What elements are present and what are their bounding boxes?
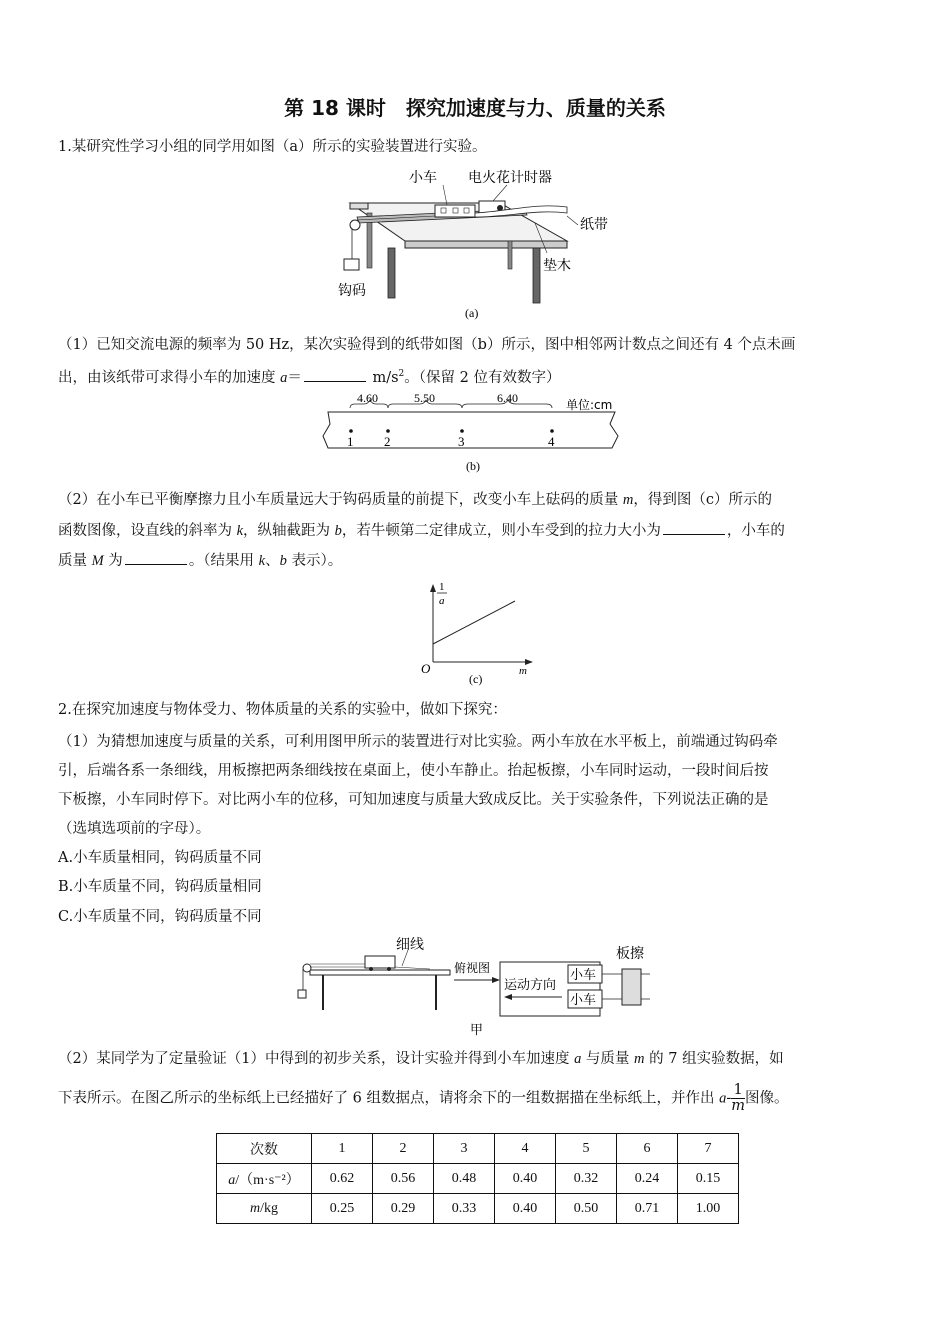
table-cell: 0.32 xyxy=(556,1164,617,1194)
label-weight: 钩码 xyxy=(338,283,366,299)
table-row-header xyxy=(217,1134,739,1164)
table-label-acceleration: a/（m·s⁻²） xyxy=(217,1164,312,1194)
table-row-mass xyxy=(217,1194,739,1224)
table-cell: 0.24 xyxy=(617,1164,678,1194)
label-eraser: 板擦 xyxy=(616,946,644,962)
table-cell: 0.56 xyxy=(373,1164,434,1194)
q2-part1-line3: 下板擦，小车同时停下。对比两小车的位移，可知加速度与质量大致成反比。关于实验条件，下列说法正确的是 xyxy=(58,792,769,808)
tape-dot-1 xyxy=(349,429,353,433)
table-index: 2 xyxy=(373,1134,434,1164)
answer-blank-acceleration[interactable] xyxy=(304,367,366,382)
figure-b-tape xyxy=(320,392,625,478)
q1-part2-line3: 质量 M 为 。（结果用 k、b 表示）。 xyxy=(58,550,893,571)
graph-line xyxy=(433,601,515,644)
figure-c-caption: (c) xyxy=(469,672,483,686)
table-index: 6 xyxy=(617,1134,678,1164)
answer-blank-force[interactable] xyxy=(663,520,725,535)
label-top-view: 俯视图 xyxy=(454,961,491,975)
q2-part2-line1: （2）某同学为了定量验证（1）中得到的初步关系，设计实验并得到小车加速度 a 与质量 m 的 7 组实验数据，如 xyxy=(58,1051,784,1067)
table-cell: 0.40 xyxy=(495,1194,556,1224)
label-thread: 细线 xyxy=(396,937,424,953)
distance-2-3: 5.50 xyxy=(414,392,435,405)
q1-part2-line2: 函数图像，设直线的斜率为 k，纵轴截距为 b，若牛顿第二定律成立，则小车受到的拉力大小为 ，小车的 xyxy=(58,520,893,541)
point-label-1: 1 xyxy=(347,434,354,449)
table-cell: 0.29 xyxy=(373,1194,434,1224)
option-a[interactable]: A.小车质量相同，钩码质量不同 xyxy=(58,850,262,866)
q1-part2-line1: （2）在小车已平衡摩擦力且小车质量远大于钩码质量的前提下，改变小车上砝码的质量 m，得到图（c）所示的 xyxy=(58,492,772,508)
figure-a-caption: (a) xyxy=(465,306,479,320)
table-cell: 0.25 xyxy=(312,1194,373,1224)
table-cell: 0.33 xyxy=(434,1194,495,1224)
table-row-acceleration xyxy=(217,1164,739,1194)
answer-blank-mass[interactable] xyxy=(125,550,187,565)
table-cell: 0.48 xyxy=(434,1164,495,1194)
figure-jia-apparatus xyxy=(290,934,660,1040)
q2-intro: 2.在探究加速度与物体受力、物体质量的关系的实验中，做如下探究： xyxy=(58,702,507,718)
table-cell: 1.00 xyxy=(678,1194,739,1224)
table-cell: 0.71 xyxy=(617,1194,678,1224)
q1-part1-line1: （1）已知交流电源的频率为 50 Hz，某次实验得到的纸带如图（b）所示，图中相邻两计数点之间还有 4 个点未画 xyxy=(58,337,796,353)
figure-a-apparatus xyxy=(335,163,625,323)
q1-intro: 1.某研究性学习小组的同学用如图（a）所示的实验装置进行实验。 xyxy=(58,139,487,155)
table-index: 1 xyxy=(312,1134,373,1164)
distance-3-4: 6.40 xyxy=(497,392,518,405)
data-table xyxy=(216,1133,739,1224)
x-axis-label: m xyxy=(519,665,527,677)
table-label-mass: m/kg xyxy=(217,1194,312,1224)
point-label-2: 2 xyxy=(384,434,391,449)
label-direction: 运动方向 xyxy=(504,978,557,993)
table-header-label: 次数 xyxy=(217,1134,312,1164)
q2-part1-line1: （1）为猜想加速度与质量的关系，可利用图甲所示的装置进行对比实验。两小车放在水平板上，前端通过钩码牵 xyxy=(58,734,778,750)
option-c[interactable]: C.小车质量不同，钩码质量不同 xyxy=(58,909,262,925)
tape-dot-2 xyxy=(386,429,390,433)
q2-part2-line2: 下表所示。在图乙所示的坐标纸上已经描好了 6 组数据点，请将余下的一组数据描在坐标纸上，并作出 a- $\frac{1}{m}$ 图像。 xyxy=(58,1082,789,1114)
figure-b-caption: (b) xyxy=(466,459,480,473)
label-car-2: 小车 xyxy=(570,993,597,1008)
table-cell: 0.62 xyxy=(312,1164,373,1194)
tape-distances xyxy=(357,392,518,405)
tape-unit: 单位:cm xyxy=(566,398,613,412)
q1-part1-line2: 出，由该纸带可求得小车的加速度 $a= m/s^2$。（保留 2 位有效数字） xyxy=(58,364,893,388)
table-cell: 0.40 xyxy=(495,1164,556,1194)
label-car-1: 小车 xyxy=(570,968,597,983)
var-a: a xyxy=(280,369,288,386)
label-timer: 电火花计时器 xyxy=(468,170,552,186)
tape-dot-3 xyxy=(460,429,464,433)
page-title: 第 18 课时 探究加速度与力、质量的关系 xyxy=(284,96,666,120)
fraction-one-over-m: $\frac{1}{m}$ xyxy=(731,1082,745,1114)
option-b[interactable]: B.小车质量不同，钩码质量相同 xyxy=(58,879,262,895)
table-index: 4 xyxy=(495,1134,556,1164)
table-cell: 0.50 xyxy=(556,1194,617,1224)
origin-label: O xyxy=(421,661,431,676)
y-axis-denominator: a xyxy=(439,595,445,607)
table-index: 5 xyxy=(556,1134,617,1164)
table-index: 7 xyxy=(678,1134,739,1164)
q2-part1-line4: （选填选项前的字母）。 xyxy=(58,821,211,837)
figure-c-graph xyxy=(415,576,535,688)
tape-dot-4 xyxy=(550,429,554,433)
figure-jia-caption: 甲 xyxy=(470,1023,484,1038)
point-label-4: 4 xyxy=(548,434,555,449)
label-block: 垫木 xyxy=(543,258,571,274)
y-axis-numerator: 1 xyxy=(439,581,445,593)
q2-part1-line2: 引，后端各系一条细线，用板擦把两条细线按在桌面上，使小车静止。抬起板擦，小车同时运动，一段时间后按 xyxy=(58,763,769,779)
point-label-3: 3 xyxy=(458,434,465,449)
label-tape: 纸带 xyxy=(580,217,608,233)
table-cell: 0.15 xyxy=(678,1164,739,1194)
label-car: 小车 xyxy=(409,170,437,186)
distance-1-2: 4.60 xyxy=(357,392,378,405)
table-index: 3 xyxy=(434,1134,495,1164)
